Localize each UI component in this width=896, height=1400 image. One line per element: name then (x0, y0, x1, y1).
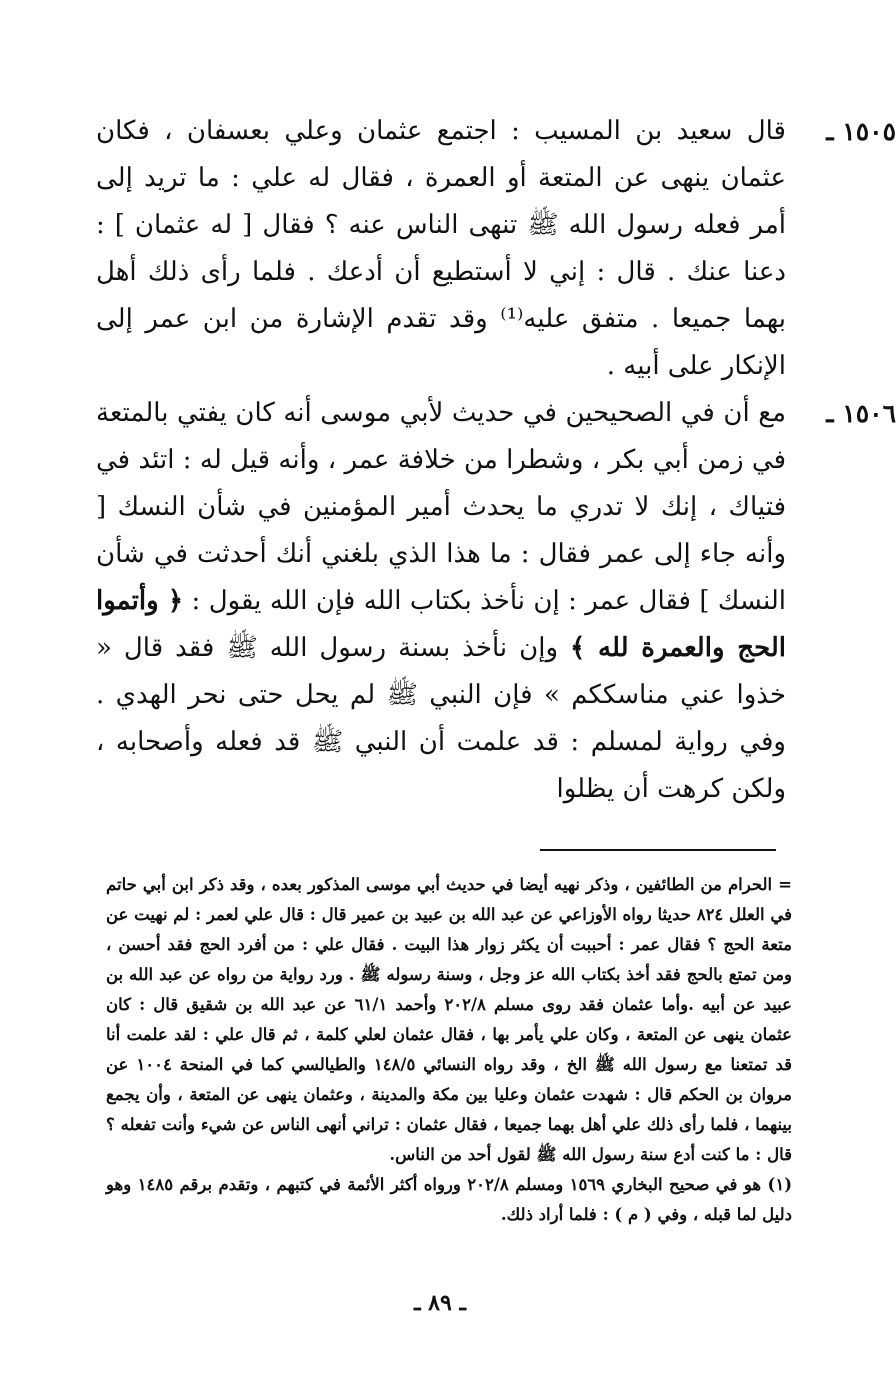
footnotes (106, 870, 792, 1230)
hadith-1505 (96, 108, 896, 390)
hadith-text-continued: وإن نأخذ بسنة رسول الله ﷺ فقد قال « خذوا عني مناسككم » فإن النبي ﷺ لم يحل حتى نحر الهدي . وفي رواية لمسلم : قد علمت أن النبي ﷺ قد فعله وأصحابه ، ولكن كرهت أن يظلوا (96, 633, 786, 804)
footnote-1: (١) هو في صحيح البخاري ١٥٦٩ ومسلم ٢٠٢/٨ ورواه أكثر الأئمة في كتبهم ، وتقدم برقم ١٤٨٥ وهو دليل لما قبله ، وفي ( م ) : فلما أراد ذلك. (106, 1175, 792, 1224)
hadith-text: قال سعيد بن المسيب : اجتمع عثمان وعلي بعسفان ، فكان عثمان ينهى عن المتعة أو العمرة ، فقال له علي : ما تريد إلى أمر فعله رسول الله ﷺ تنهى الناس عنه ؟ فقال [ له عثمان ] : دعنا عنك . قال : إني لا أستطيع أن أدعك . فلما رأى ذلك أهل بهما جميعا . متفق عليه⁽¹⁾ وقد تقدم الإشارة من ابن عمر إلى الإنكار على أبيه . (96, 116, 786, 381)
quran-quote: ﴿ وأتموا الحج والعمرة لله ﴾ (96, 586, 786, 663)
hadith-text: مع أن في الصحيحين في حديث لأبي موسى أنه كان يفتي بالمتعة في زمن أبي بكر ، وشطرا من خلافة عمر ، وأنه قيل له : اتئد في فتياك ، إنك لا تدري ما يحدث أمير المؤمنين في شأن النسك [ وأنه جاء إلى عمر فقال : ما هذا الذي بلغني أنك أحدثت في شأن النسك ] فقال عمر : إن نأخذ بكتاب الله فإن الله يقول : (96, 398, 787, 616)
footnote-separator (540, 849, 776, 851)
hadith-number: ١٥٠٦ ـ (826, 399, 896, 428)
hadith-1506 (96, 390, 896, 813)
main-text (96, 108, 896, 813)
footnote-continued: = الحرام من الطائفين ، وذكر نهيه أيضا في حديث أبي موسى المذكور بعده ، وقد ذكر ابن أبي حاتم في العلل ٨٢٤ حديثا رواه الأوزاعي عن عبد الله بن عبيد بن عمير قال : قال علي لعمر : لم نهيت عن متعة الحج ؟ فقال عمر : أحببت أن يكثر زوار هذا البيت . فقال علي : من أفرد الحج فقد أحسن ، ومن تمتع بالحج فقد أخذ بكتاب الله عز وجل ، وسنة رسوله ﷺ . ورد رواية من رواه عن عبد الله بن عبيد عن أبيه .وأما عثمان فقد روى مسلم ٢٠٢/٨ وأحمد ٦١/١ عن عبد الله بن شقيق قال : كان عثمان ينهى عن المتعة ، وكان علي يأمر بها ، فقال عثمان لعلي كلمة ، ثم قال علي : لقد علمت أنا قد تمتعنا مع رسول الله ﷺ الخ ، وقد رواه النسائي ١٤٨/٥ والطيالسي كما في المنحة ١٠٠٤ عن مروان بن الحكم قال : شهدت عثمان وعليا بين مكة والمدينة ، وعثمان ينهى عن المتعة ، وأن يجمع بينهما ، فلما رأى ذلك علي أهل بهما جميعا ، فقال عثمان : تراني أنهى الناس عن شيء وأنت تفعله ؟ قال : ما كنت أدع سنة رسول الله ﷺ لقول أحد من الناس. (106, 875, 793, 1164)
page-number: ـ ٨٩ ـ (414, 1290, 466, 1316)
hadith-number: ١٥٠٥ ـ (826, 117, 896, 146)
